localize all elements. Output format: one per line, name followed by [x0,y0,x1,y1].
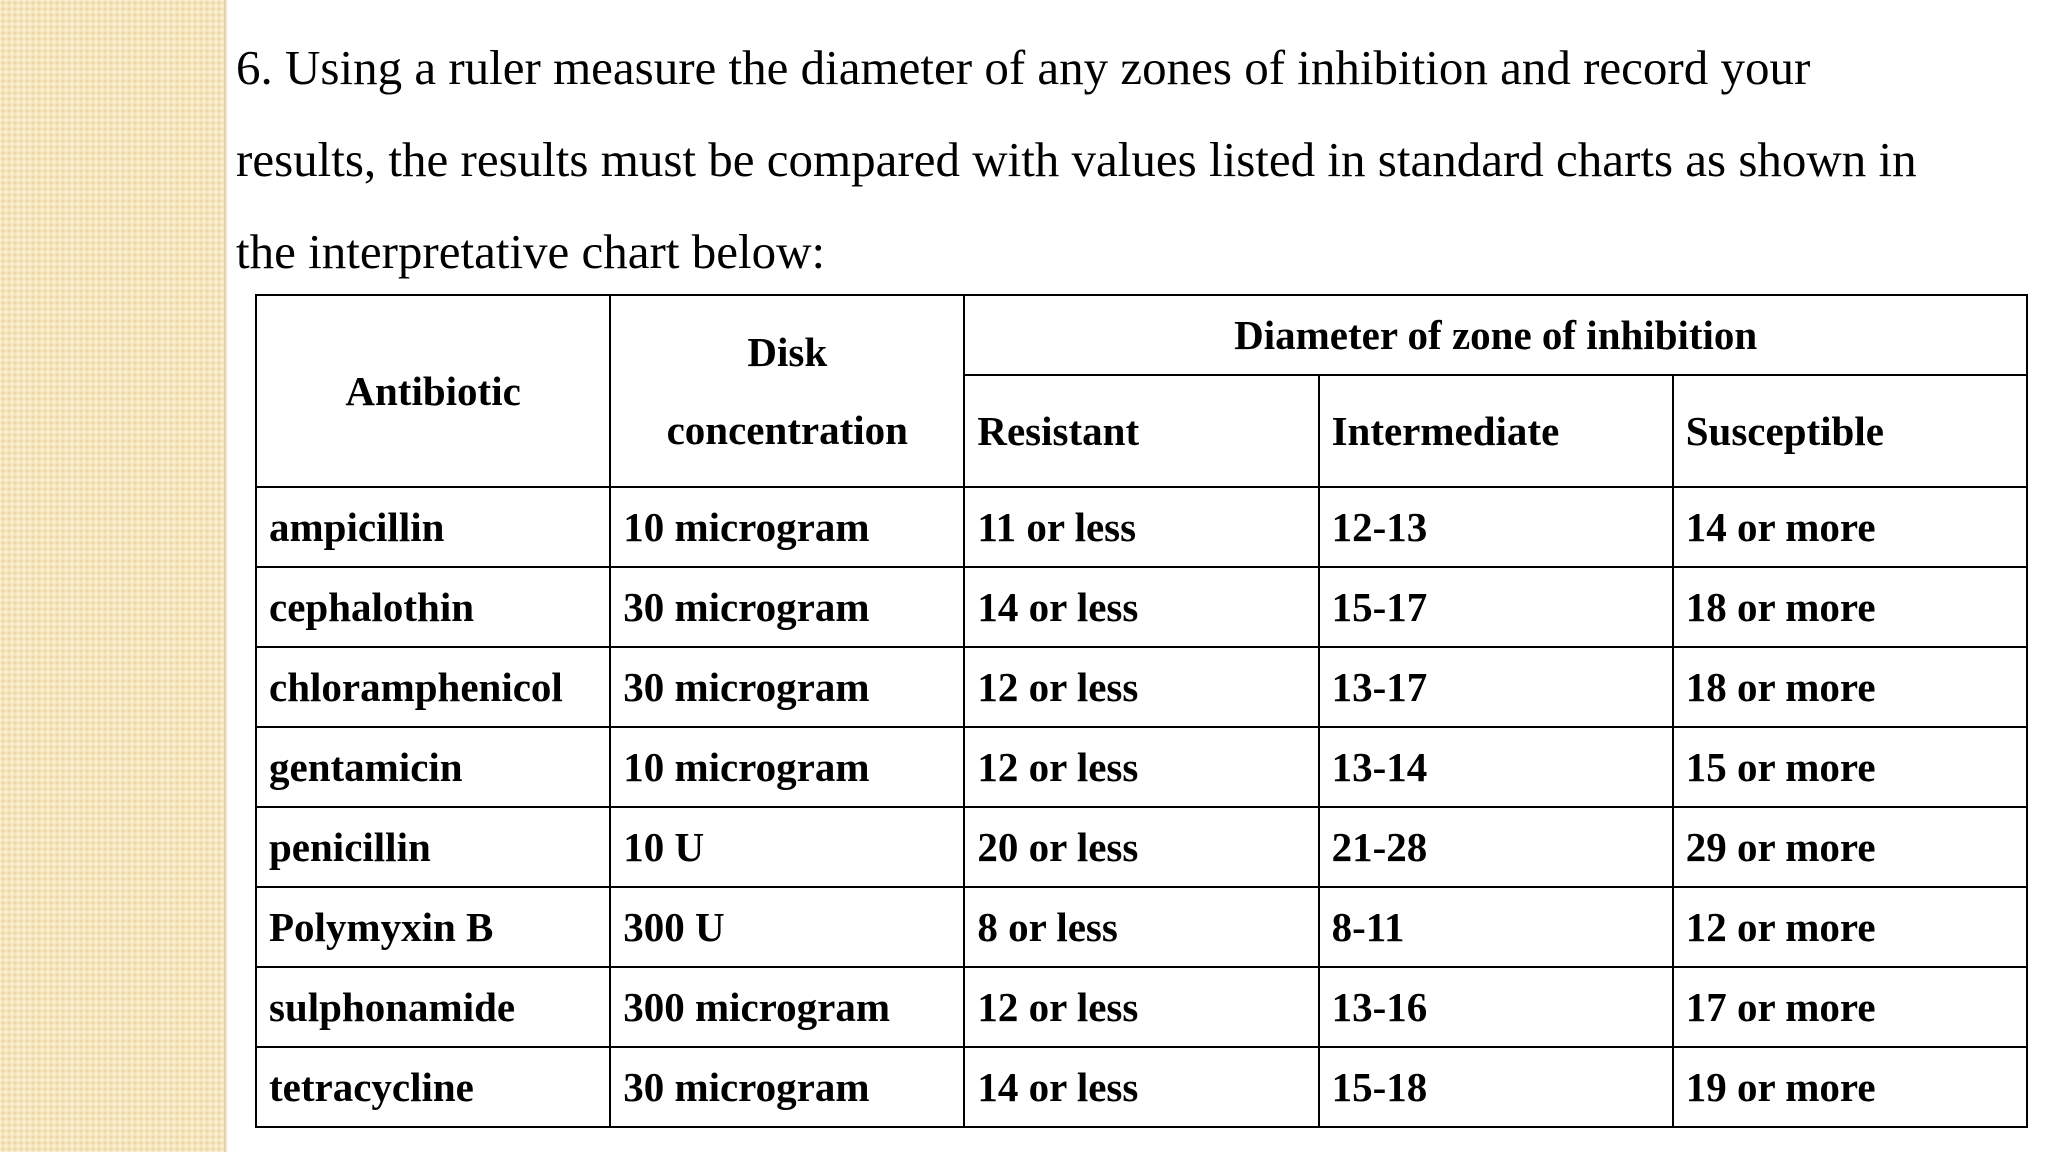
cell-susceptible: 18 or more [1673,567,2027,647]
cell-intermediate: 12-13 [1319,487,1673,567]
table-row [256,807,2027,887]
cell-antibiotic: Polymyxin B [256,887,610,967]
cell-disk: 10 microgram [610,487,964,567]
cell-disk: 30 microgram [610,1047,964,1127]
cell-antibiotic: ampicillin [256,487,610,567]
cell-antibiotic: chloramphenicol [256,647,610,727]
cell-susceptible: 17 or more [1673,967,2027,1047]
header-antibiotic: Antibiotic [256,295,610,487]
cell-susceptible: 15 or more [1673,727,2027,807]
cell-antibiotic: gentamicin [256,727,610,807]
header-row-top [256,295,2027,375]
cell-susceptible: 14 or more [1673,487,2027,567]
cell-resistant: 8 or less [964,887,1318,967]
table-row [256,887,2027,967]
cell-intermediate: 13-17 [1319,647,1673,727]
intro-paragraph [236,22,2026,298]
decorative-side-strip [0,0,226,1152]
intro-line-3: the interpretative chart below: [236,224,826,279]
cell-susceptible: 12 or more [1673,887,2027,967]
cell-antibiotic: penicillin [256,807,610,887]
cell-resistant: 20 or less [964,807,1318,887]
table-row [256,967,2027,1047]
cell-susceptible: 19 or more [1673,1047,2027,1127]
cell-disk: 10 U [610,807,964,887]
cell-resistant: 11 or less [964,487,1318,567]
header-susceptible: Susceptible [1673,375,2027,487]
cell-intermediate: 21-28 [1319,807,1673,887]
table-row [256,647,2027,727]
cell-disk: 30 microgram [610,567,964,647]
header-intermediate: Intermediate [1319,375,1673,487]
header-disk-concentration [610,295,964,487]
table-row [256,1047,2027,1127]
cell-antibiotic: sulphonamide [256,967,610,1047]
cell-intermediate: 8-11 [1319,887,1673,967]
table-row [256,487,2027,567]
header-disk-line1: Disk [747,329,828,375]
cell-resistant: 14 or less [964,567,1318,647]
cell-resistant: 12 or less [964,967,1318,1047]
header-disk-line2: concentration [666,407,908,453]
cell-intermediate: 15-18 [1319,1047,1673,1127]
slide-content [236,22,2026,298]
table-row [256,567,2027,647]
cell-resistant: 14 or less [964,1047,1318,1127]
cell-susceptible: 29 or more [1673,807,2027,887]
cell-resistant: 12 or less [964,647,1318,727]
cell-antibiotic: tetracycline [256,1047,610,1127]
header-diameter-group: Diameter of zone of inhibition [964,295,2027,375]
cell-antibiotic: cephalothin [256,567,610,647]
intro-line-2: results, the results must be compared with values listed in standard charts as shown in [236,132,1917,187]
intro-line-1: 6. Using a ruler measure the diameter of any zones of inhibition and record your [236,40,1811,95]
cell-disk: 30 microgram [610,647,964,727]
cell-resistant: 12 or less [964,727,1318,807]
cell-disk: 300 U [610,887,964,967]
cell-intermediate: 13-14 [1319,727,1673,807]
cell-disk: 10 microgram [610,727,964,807]
interpretative-chart-table [255,294,2028,1128]
header-resistant: Resistant [964,375,1318,487]
side-strip-edge [224,0,228,1152]
cell-intermediate: 15-17 [1319,567,1673,647]
cell-disk: 300 microgram [610,967,964,1047]
cell-susceptible: 18 or more [1673,647,2027,727]
table-row [256,727,2027,807]
cell-intermediate: 13-16 [1319,967,1673,1047]
